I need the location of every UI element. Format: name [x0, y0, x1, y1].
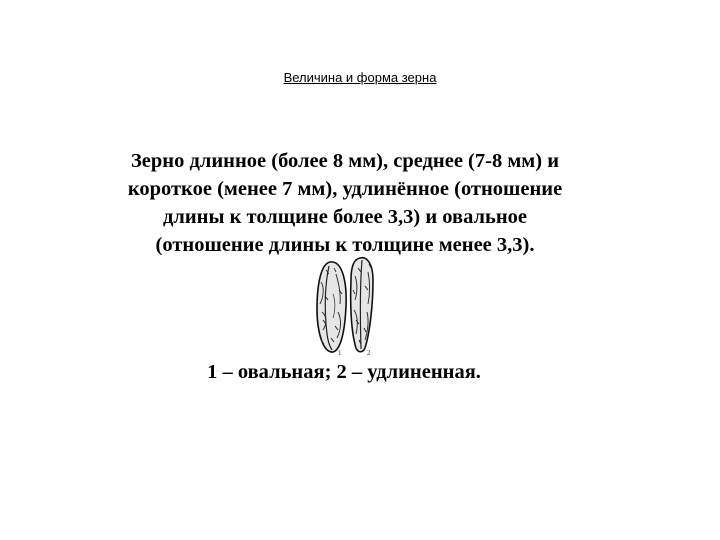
grain-illustration	[303, 254, 393, 358]
body-line-4: (отношение длины к толщине менее 3,3).	[155, 234, 535, 256]
figure-caption: 1 – овальная; 2 – удлиненная.	[207, 361, 481, 383]
grain-oval	[317, 262, 346, 352]
grain-2-label: 2	[367, 349, 371, 357]
body-text	[70, 147, 620, 259]
grain-1-label: 1	[338, 349, 342, 357]
body-line-2: короткое (менее 7 мм), удлинённое (отношение	[127, 178, 563, 200]
body-line-1: Зерно длинное (более 8 мм), среднее (7-8 мм) и	[130, 150, 560, 172]
grain-elongated	[351, 258, 373, 352]
slide-title: Величина и форма зерна	[283, 70, 437, 85]
grain-drawing	[303, 254, 393, 358]
body-line-3: длины к толщине более 3,3) и овальное	[162, 206, 528, 228]
